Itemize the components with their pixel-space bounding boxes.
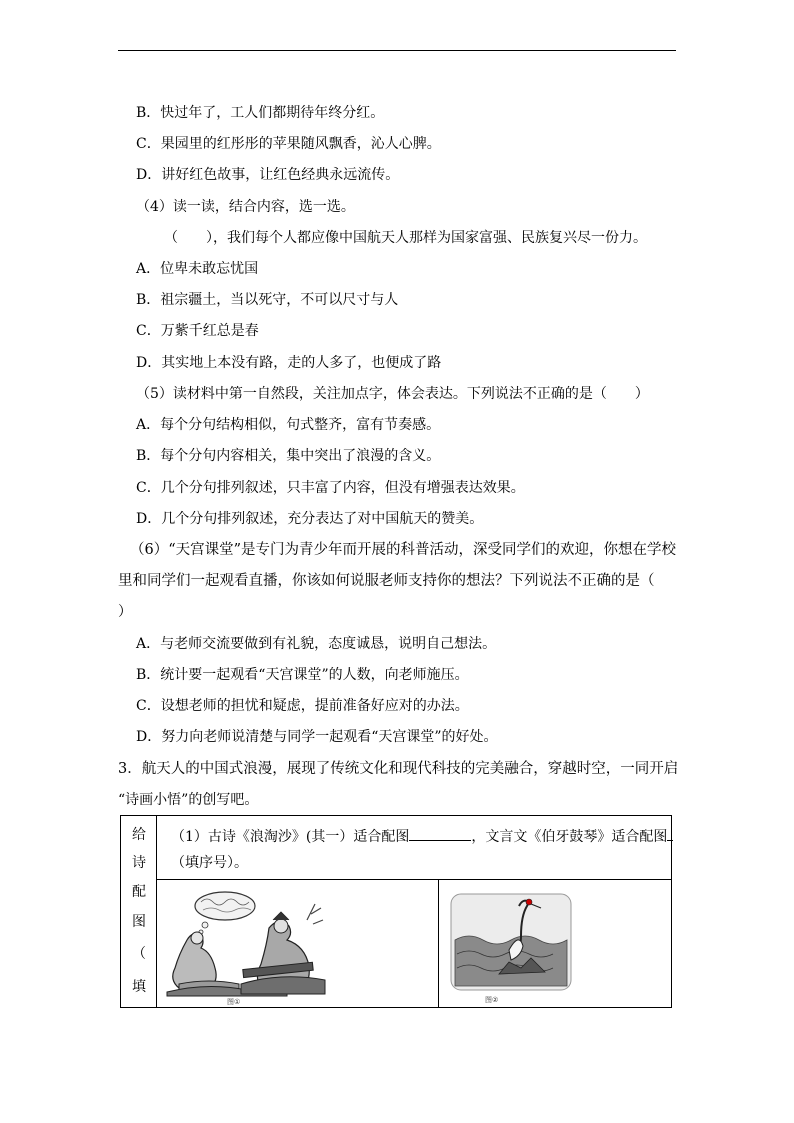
- poem-picture-table: [120, 815, 672, 1008]
- question-4-title: （4）读一读，结合内容，选一选。: [136, 199, 355, 215]
- picture-1-cell: [157, 880, 439, 1007]
- side-char: 填: [132, 979, 146, 995]
- picture-2-caption: 图②: [485, 996, 499, 1004]
- side-char: 诗: [132, 855, 146, 871]
- table-question-line1: [171, 826, 673, 846]
- q5-option-a: A．每个分句结构相似，句式整齐，富有节奏感。: [136, 417, 441, 433]
- crane-over-river-illustration: [439, 880, 671, 1007]
- option-d-line: D．讲好红色故事，让红色经典永远流传。: [136, 167, 400, 183]
- q4-option-d: D．其实地上本没有路，走的人多了，也便成了路: [136, 355, 442, 371]
- side-char: 配: [132, 884, 146, 900]
- answer-blank-2[interactable]: [667, 826, 673, 841]
- q4-option-b: B．祖宗疆土，当以死守，不可以尺寸与人: [136, 292, 399, 308]
- table-side-label: [121, 816, 157, 1007]
- q5-option-c: C．几个分句排列叙述，只丰富了内容，但没有增强表达效果。: [136, 480, 525, 496]
- scholars-playing-qin-illustration: [157, 880, 439, 1007]
- picture-2-cell: [439, 880, 671, 1007]
- question-5-title: （5）读材料中第一自然段，关注加点字，体会表达。下列说法不正确的是（ ）: [136, 386, 649, 402]
- question-3-line2: “诗画小悟”的创写吧。: [118, 792, 259, 808]
- question-6-line1: （6）“天宫课堂”是专门为青少年而开展的科普活动，深受同学们的欢迎，你想在学校: [130, 542, 677, 558]
- side-char: 给: [132, 827, 146, 843]
- question-6-line2: 里和同学们一起观看直播，你该如何说服老师支持你的想法？下列说法不正确的是（: [118, 573, 655, 589]
- option-c-line: C．果园里的红彤彤的苹果随风飘香，沁人心脾。: [136, 136, 441, 152]
- side-char: 图: [132, 914, 146, 930]
- q4-option-a: A．位卑未敢忘忧国: [136, 261, 259, 277]
- header-rule: [118, 50, 676, 51]
- answer-blank-1[interactable]: [409, 826, 471, 841]
- side-char: （: [132, 946, 146, 962]
- table-question-cell: [157, 816, 671, 880]
- question-part1: （1）古诗《浪淘沙》(其一）适合配图: [171, 829, 410, 845]
- picture-1-caption: 图①: [227, 998, 241, 1006]
- table-question-line2: （填序号）。: [171, 855, 248, 871]
- q6-option-d: D．努力向老师说清楚与同学一起观看“天宫课堂”的好处。: [136, 729, 498, 745]
- q6-option-c: C．设想老师的担忧和疑虑，提前准备好应对的办法。: [136, 698, 469, 714]
- q6-option-a: A．与老师交流要做到有礼貌，态度诚恳，说明自己想法。: [136, 636, 497, 652]
- q5-option-d: D．几个分句排列叙述，充分表达了对中国航天的赞美。: [136, 511, 484, 527]
- question-6-line3: ）: [118, 604, 132, 620]
- q4-option-c: C．万紫千红总是春: [136, 323, 259, 339]
- question-3-line1: 3．航天人的中国式浪漫，展现了传统文化和现代科技的完美融合，穿越时空，一同开启: [118, 761, 679, 777]
- q6-option-b: B．统计要一起观看“天宫课堂”的人数，向老师施压。: [136, 667, 469, 683]
- option-b-line: B．快过年了，工人们都期待年终分红。: [136, 105, 385, 121]
- question-part2: ，文言文《伯牙鼓琴》适合配图: [471, 829, 668, 845]
- q5-option-b: B．每个分句内容相关，集中突出了浪漫的含义。: [136, 448, 441, 464]
- question-4-stem: （ ），我们每个人都应像中国航天人那样为国家富强、民族复兴尽一份力。: [164, 230, 647, 246]
